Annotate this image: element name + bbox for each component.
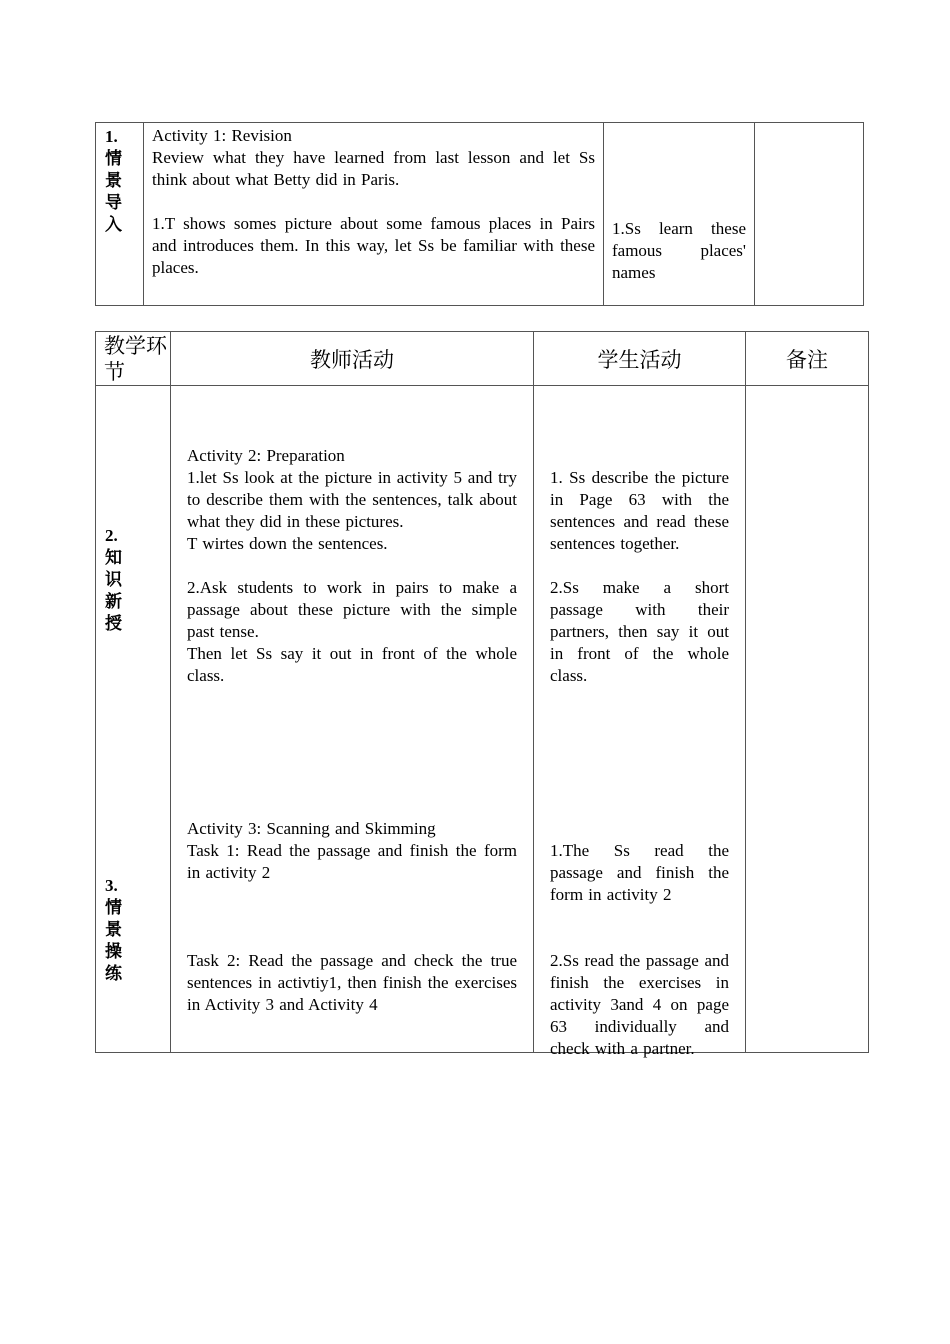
activity-2-step-2: 2.Ask students to work in pairs to make a passage about these picture with the simple past tense. bbox=[187, 578, 517, 641]
stage-char: 1. bbox=[105, 127, 118, 146]
body-row bbox=[96, 386, 869, 1053]
activity-2-step-1: 1.let Ss look at the picture in activity 5 and try to describe them with the sentences, talk about what they did in these pictures. bbox=[187, 468, 517, 531]
stage-char: 景 bbox=[105, 171, 122, 190]
stage-label-2 bbox=[105, 525, 125, 635]
student-activity-cell-2 bbox=[534, 386, 746, 1058]
activity-1-review: Review what they have learned from last lesson and let Ss think about what Betty did in Paris. bbox=[152, 148, 595, 189]
activity-3-title: Activity 3: Scanning and Skimming bbox=[187, 819, 436, 838]
stage-label-3 bbox=[105, 875, 125, 985]
stage-char: 新 bbox=[105, 592, 122, 611]
header-row bbox=[96, 332, 869, 386]
student-step-3-1: 1.The Ss read the passage and finish the form in activity 2 bbox=[550, 841, 729, 904]
stage-char: 导 bbox=[105, 193, 122, 212]
activity-3-task-1: Task 1: Read the passage and finish the form in activity 2 bbox=[187, 841, 517, 882]
stage-char: 知 bbox=[105, 548, 122, 567]
stage-cell-2 bbox=[96, 386, 171, 1053]
activity-1-title: Activity 1: Revision bbox=[152, 126, 292, 145]
stage-char: 入 bbox=[105, 215, 122, 234]
activity-2-step-2b: Then let Ss say it out in front of the whole class. bbox=[187, 644, 517, 685]
stage-char: 景 bbox=[105, 920, 122, 939]
header-teacher-activity: 教师活动 bbox=[171, 332, 534, 386]
student-step-1: 1.Ss learn these famous places' names bbox=[612, 219, 746, 282]
activity-1-step-1: 1.T shows somes picture about some famous places in Pairs and introduces them. In this way, let Ss be familiar with these places. bbox=[152, 214, 595, 277]
student-step-2-2: 2.Ss make a short passage with their partners, then say it out in front of the whole class. bbox=[550, 578, 729, 685]
stage-char: 识 bbox=[105, 570, 122, 589]
teacher-activity-cell-1 bbox=[144, 123, 604, 306]
student-activity-cell-1 bbox=[604, 123, 755, 306]
header-student-activity: 学生活动 bbox=[534, 332, 746, 386]
activity-2-block bbox=[179, 416, 525, 687]
student-block-1 bbox=[542, 438, 737, 687]
activity-3-task-2: Task 2: Read the passage and check the true sentences in activtiy1, then finish the exercises in Activity 3 and Activity 4 bbox=[187, 951, 517, 1014]
stage-cell-1 bbox=[96, 123, 144, 306]
lesson-table-1 bbox=[95, 122, 864, 306]
stage-char: 情 bbox=[105, 149, 122, 168]
stage-char: 情 bbox=[105, 898, 122, 917]
note-cell-1 bbox=[755, 123, 864, 306]
activity-3-task-2-block bbox=[179, 921, 525, 1016]
student-step-2-1: 1. Ss describe the picture in Page 63 with the sentences and read these sentences together. bbox=[550, 468, 729, 553]
note-cell-2 bbox=[746, 386, 869, 1053]
stage-label-1 bbox=[96, 123, 125, 236]
stage-char: 练 bbox=[105, 964, 122, 983]
activity-2-title: Activity 2: Preparation bbox=[187, 446, 345, 465]
stage-char: 操 bbox=[105, 942, 122, 961]
lesson-table-2 bbox=[95, 331, 869, 1058]
header-note: 备注 bbox=[746, 332, 869, 386]
teacher-activity-cell-2 bbox=[171, 386, 534, 1053]
stage-char: 2. bbox=[105, 526, 118, 545]
student-block-3 bbox=[542, 921, 737, 1060]
student-block-2 bbox=[542, 811, 737, 906]
student-step-3-2: 2.Ss read the passage and finish the exercises in activity 3and 4 on page 63 individually and check with a partner. bbox=[550, 951, 729, 1058]
stage-char: 3. bbox=[105, 876, 118, 895]
header-stage: 教学环节 bbox=[96, 332, 171, 386]
stage-char: 授 bbox=[105, 614, 122, 633]
activity-3-block bbox=[179, 789, 525, 884]
activity-2-step-1b: T wirtes down the sentences. bbox=[187, 534, 388, 553]
